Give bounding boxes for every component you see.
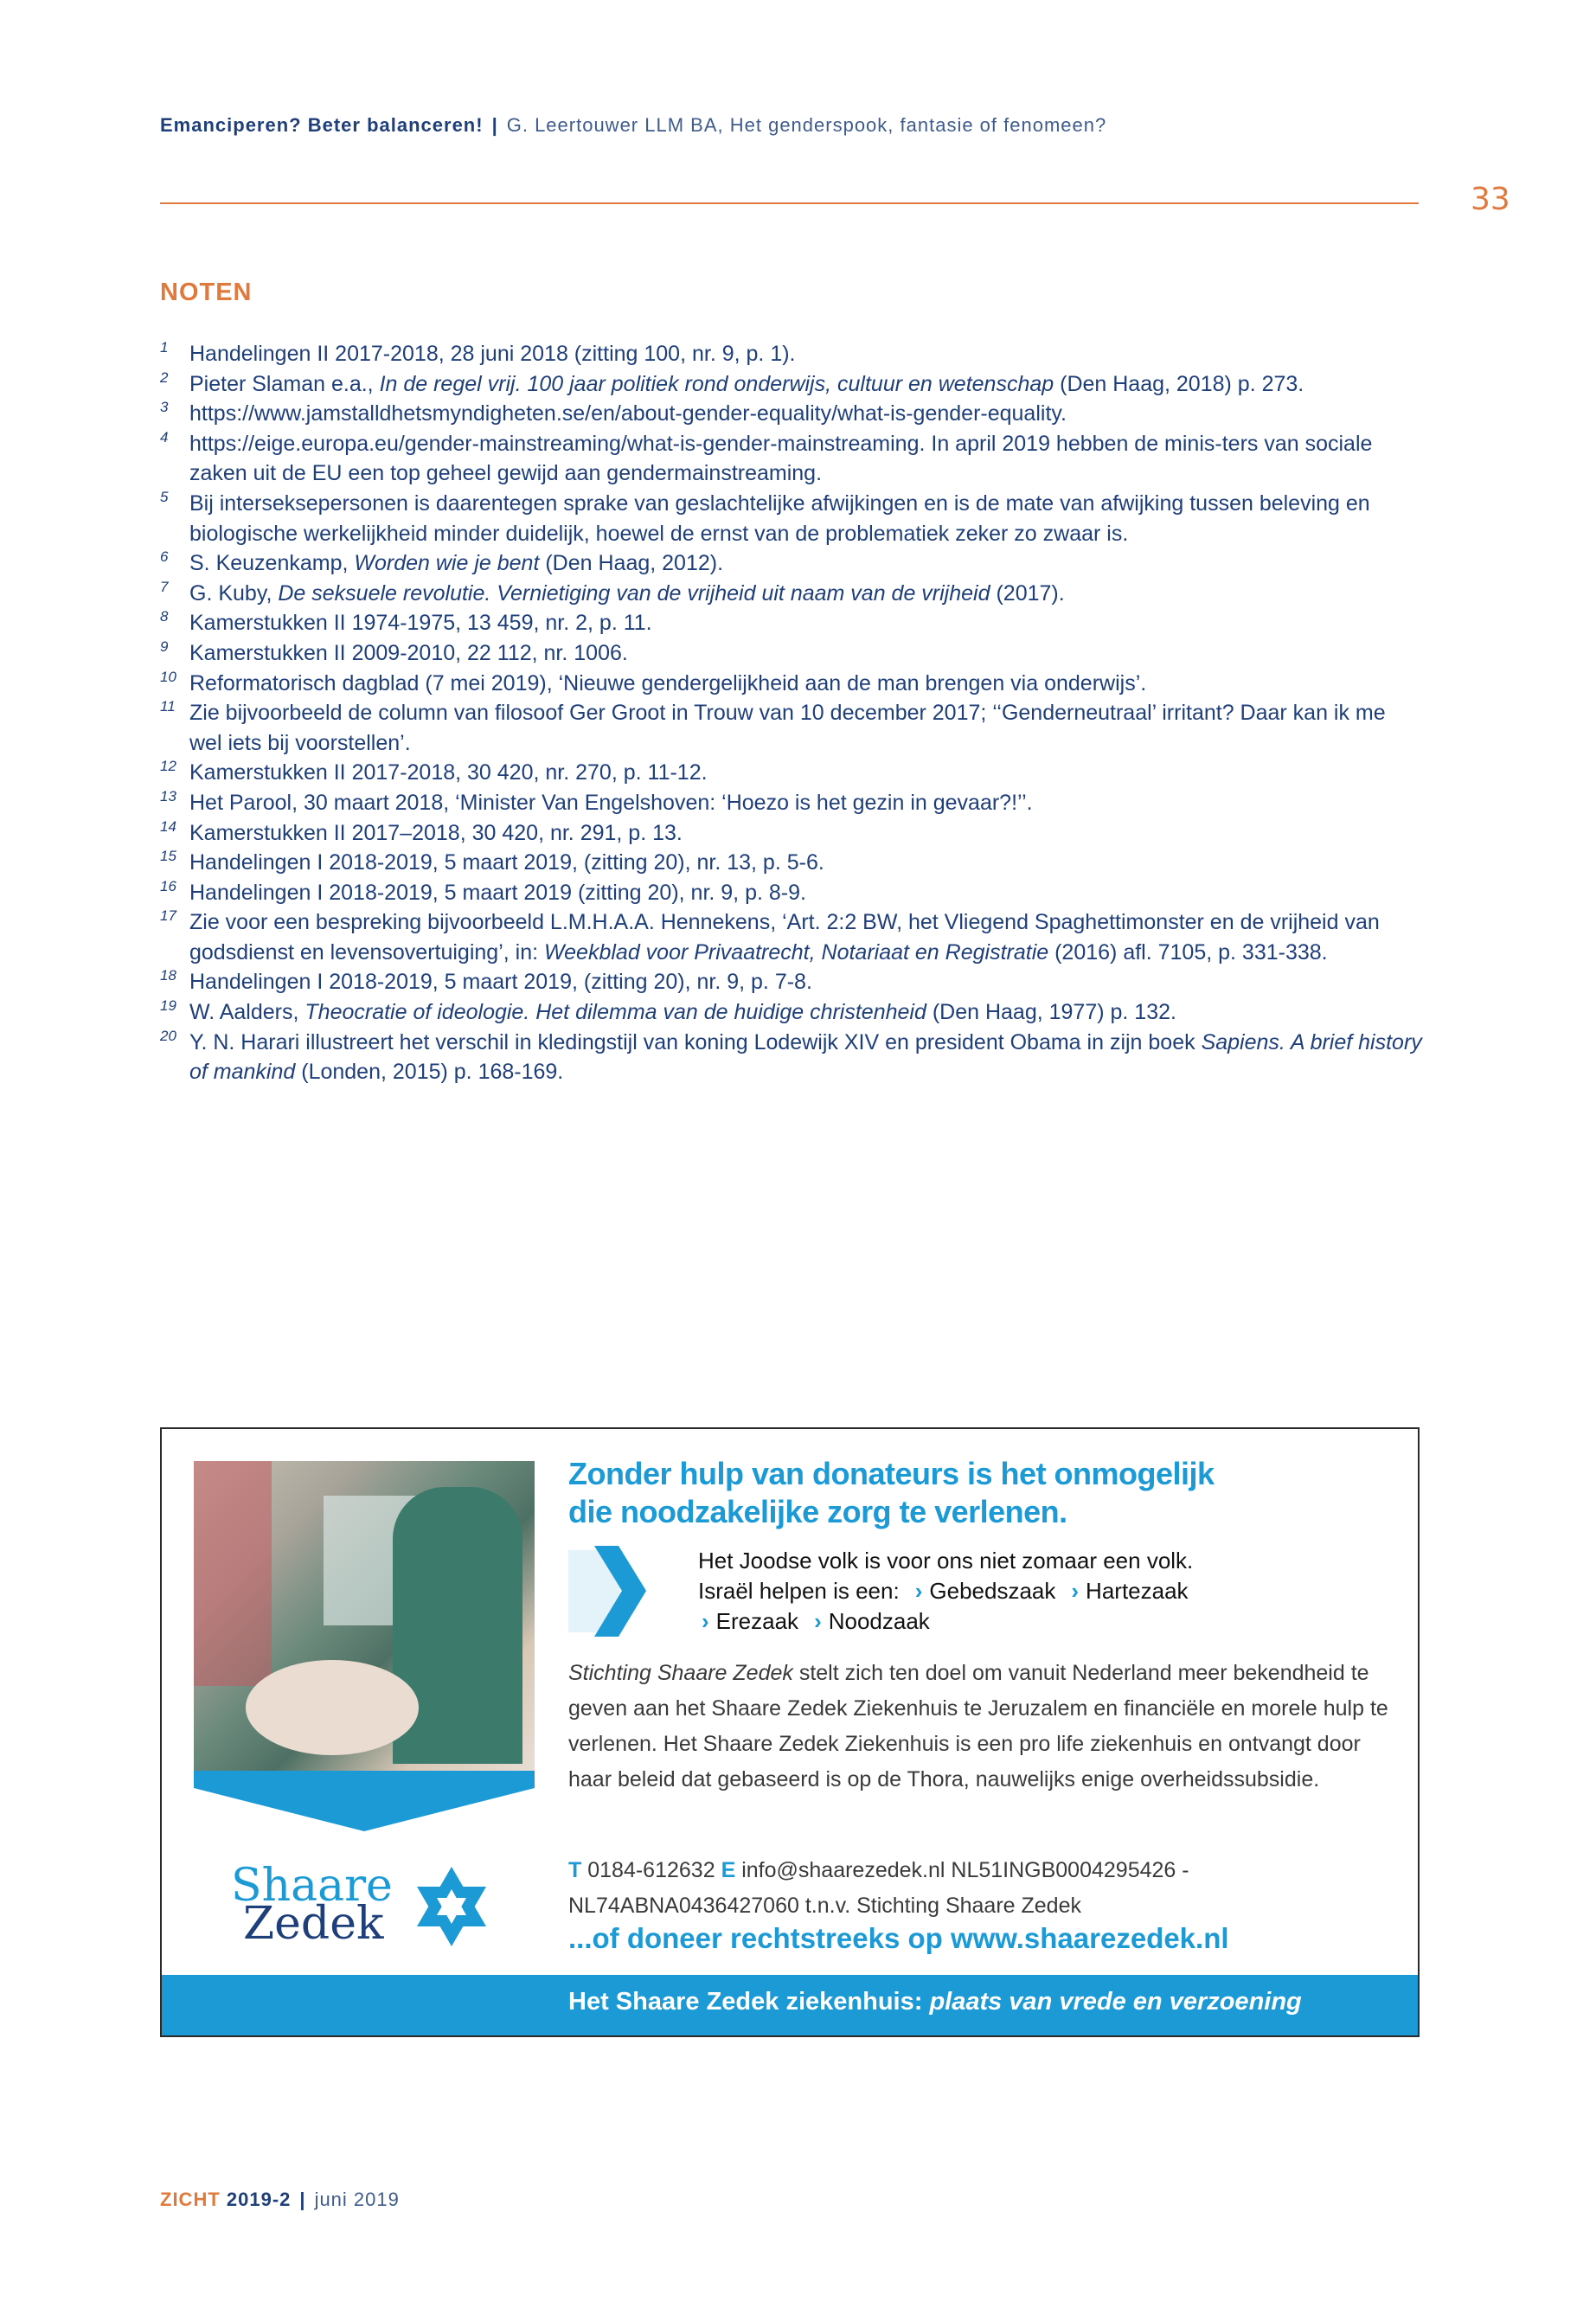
tagline-plain: Het Shaare Zedek ziekenhuis: bbox=[568, 1988, 930, 2016]
series-title: Emanciperen? Beter balanceren! bbox=[160, 114, 484, 136]
ad-tagline-band bbox=[162, 1975, 1418, 2035]
star-of-david-icon bbox=[408, 1863, 495, 1950]
ad-body-text bbox=[568, 1656, 1390, 1798]
advertisement bbox=[160, 1427, 1420, 2037]
pitch-line-2 bbox=[698, 1576, 1193, 1606]
chevron-down-icon bbox=[194, 1771, 535, 1831]
note-number: 2 bbox=[160, 369, 169, 386]
note-item bbox=[160, 967, 1423, 997]
page-number: 33 bbox=[1471, 182, 1510, 217]
note-number: 9 bbox=[160, 638, 169, 655]
note-text: Handelingen I 2018-2019, 5 maart 2019 (zitting 20), nr. 9, p. 8-9. bbox=[189, 880, 806, 905]
note-item bbox=[160, 489, 1423, 548]
note-number: 15 bbox=[160, 848, 176, 865]
note-text: Kamerstukken II 2017-2018, 30 420, nr. 270, p. 11-12. bbox=[189, 760, 708, 785]
hospital-photo bbox=[194, 1461, 535, 1771]
note-text-after: (Den Haag, 2012). bbox=[539, 551, 724, 576]
foundation-name: Stichting Shaare Zedek bbox=[568, 1661, 793, 1685]
note-text: https://eige.europa.eu/gender-mainstreaming/what-is-gender-mainstreaming. In april 2019 hebben de minis-ters van sociale zaken uit de EU een top geheel gewijd aan gendermainstreaming. bbox=[189, 431, 1373, 486]
note-item bbox=[160, 788, 1423, 818]
bullet-icon: › bbox=[702, 1608, 709, 1634]
note-item bbox=[160, 848, 1423, 878]
pitch-line-3 bbox=[698, 1606, 1193, 1637]
note-text: Kamerstukken II 2017–2018, 30 420, nr. 291, p. 13. bbox=[189, 820, 683, 845]
bullet-icon: › bbox=[1071, 1578, 1080, 1604]
note-item bbox=[160, 878, 1423, 908]
note-number: 14 bbox=[160, 817, 176, 835]
note-item bbox=[160, 1028, 1423, 1087]
note-item bbox=[160, 339, 1423, 369]
note-number: 7 bbox=[160, 578, 169, 595]
header-separator: | bbox=[491, 114, 498, 136]
note-number: 16 bbox=[160, 877, 176, 894]
note-title: Worden wie je bent bbox=[354, 551, 540, 576]
note-text: Y. N. Harari illustreert het verschil in kledingstijl van koning Lodewijk XIV en president Obama in zijn boek bbox=[189, 1029, 1202, 1054]
note-text: Kamerstukken II 1974-1975, 13 459, nr. 2, p. 11. bbox=[189, 611, 652, 636]
note-item bbox=[160, 399, 1423, 429]
note-number: 12 bbox=[160, 758, 176, 775]
tagline-italic: plaats van vrede en verzoening bbox=[929, 1988, 1302, 2016]
note-title: De seksuele revolutie. Vernietiging van de vrijheid uit naam van de vrijheid bbox=[278, 580, 990, 606]
note-item bbox=[160, 669, 1423, 699]
donate-link[interactable]: ...of doneer rechtstreeks op www.shaarezedek.nl bbox=[568, 1922, 1229, 1954]
note-number: 10 bbox=[160, 668, 176, 685]
note-text: Handelingen I 2018-2019, 5 maart 2019, (zitting 20), nr. 9, p. 7-8. bbox=[189, 970, 812, 995]
page-footer bbox=[160, 2189, 400, 2211]
note-text-after: (2016) afl. 7105, p. 331-338. bbox=[1048, 939, 1328, 965]
footer-separator: | bbox=[299, 2189, 306, 2210]
contact-email-bank: info@shaarezedek.nl NL51INGB0004295426 - NL74ABNA0436427060 t.n.v. Stichting Shaare Zedek bbox=[568, 1858, 1189, 1918]
note-text: https://www.jamstalldhetsmyndigheten.se/en/about-gender-equality/what-is-gender-equality. bbox=[189, 401, 1067, 426]
note-item bbox=[160, 758, 1423, 788]
notes-heading: NOTEN bbox=[160, 279, 253, 306]
note-item bbox=[160, 579, 1423, 609]
note-item bbox=[160, 429, 1423, 489]
note-text: Handelingen II 2017-2018, 28 juni 2018 (zitting 100, nr. 9, p. 1). bbox=[189, 342, 796, 366]
note-number: 4 bbox=[160, 428, 169, 445]
note-text: Reformatorisch dagblad (7 mei 2019), ‘Nieuwe gendergelijkheid aan de man brengen via onderwijs’. bbox=[189, 670, 1147, 695]
pitch-text bbox=[698, 1546, 1193, 1637]
foundation-description: stelt zich ten doel om vanuit Nederland meer bekendheid te geven aan het Shaare Zedek Ziekenhuis te Jeruzalem en financiële en morele hulp te verlenen. Het Shaare Zedek Ziekenhuis is een pro life ziekenhuis en ontvangt door haar beleid dat gebaseerd is op de Thora, nauwelijks enige overheidssubsidie. bbox=[568, 1661, 1388, 1791]
pitch-intro: Israël helpen is een: bbox=[698, 1578, 900, 1604]
note-title: Theocratie of ideologie. Het dilemma van de huidige christenheid bbox=[304, 1000, 926, 1025]
header-rule bbox=[160, 202, 1419, 204]
note-text: G. Kuby, bbox=[189, 580, 279, 606]
note-title: In de regel vrij. 100 jaar politiek rond onderwijs, cultuur en wetenschap bbox=[379, 371, 1054, 396]
cause-1: Gebedszaak bbox=[929, 1578, 1056, 1604]
article-reference: G. Leertouwer LLM BA, Het genderspook, fantasie of fenomeen? bbox=[506, 114, 1107, 136]
ad-contact-details bbox=[568, 1853, 1390, 1924]
ad-tagline bbox=[568, 1988, 1302, 2016]
note-title: Sapiens. A brief history of mankind bbox=[189, 1029, 1422, 1085]
note-item bbox=[160, 369, 1423, 400]
note-number: 3 bbox=[160, 399, 169, 416]
bullet-icon: › bbox=[814, 1608, 822, 1634]
ad-headline bbox=[568, 1455, 1215, 1531]
note-text: Het Parool, 30 maart 2018, ‘Minister Van Engelshoven: ‘Hoezo is het gezin in gevaar?!’’. bbox=[189, 790, 1033, 815]
shaare-zedek-logo bbox=[231, 1860, 508, 1958]
note-text-after: (Den Haag, 2018) p. 273. bbox=[1054, 371, 1304, 396]
logo-text-zedek: Zedek bbox=[243, 1898, 384, 1950]
notes-list bbox=[160, 339, 1423, 1087]
note-number: 13 bbox=[160, 787, 176, 804]
note-text-after: (Londen, 2015) p. 168-169. bbox=[295, 1060, 564, 1085]
issue-number: 2019-2 bbox=[226, 2189, 292, 2210]
note-item bbox=[160, 608, 1423, 638]
ad-headline-line-1: Zonder hulp van donateurs is het onmogelijk bbox=[568, 1456, 1215, 1491]
note-number: 5 bbox=[160, 488, 169, 505]
magazine-name: ZICHT bbox=[160, 2189, 221, 2210]
note-text: Zie voor een bespreking bijvoorbeeld L.M.H.A.A. Hennekens, ‘Art. 2:2 BW, het Vliegend Spaghettimonster en de vrijheid van godsdienst en levensovertuiging’, in: bbox=[189, 910, 1380, 965]
note-item bbox=[160, 818, 1423, 849]
issue-date: juni 2019 bbox=[314, 2189, 400, 2210]
note-number: 8 bbox=[160, 608, 169, 625]
note-number: 1 bbox=[160, 339, 169, 356]
phone-number: 0184-612632 bbox=[587, 1858, 715, 1882]
note-text: S. Keuzenkamp, bbox=[189, 551, 355, 576]
phone-label: T bbox=[568, 1858, 582, 1882]
logo-text-shaare: Shaare bbox=[231, 1860, 393, 1912]
note-number: 6 bbox=[160, 548, 169, 566]
note-number: 11 bbox=[160, 698, 176, 715]
note-number: 17 bbox=[160, 907, 176, 925]
note-item bbox=[160, 997, 1423, 1028]
arrow-right-icon bbox=[594, 1546, 646, 1637]
note-number: 19 bbox=[160, 997, 176, 1015]
note-text: Zie bijvoorbeeld de column van filosoof Ger Groot in Trouw van 10 december 2017; ‘‘Genderneutraal’ irritant? Daar kan ik me wel iets bij voorstellen’. bbox=[189, 701, 1386, 755]
note-number: 20 bbox=[160, 1027, 176, 1044]
cause-2: Hartezaak bbox=[1086, 1578, 1189, 1604]
note-text: Bij interseksepersonen is daarentegen sprake van geslachtelijke afwijkingen en is de mate van afwijking tussen beleving en biologische werkelijkheid minder duidelijk, hoewel de ernst van de problematiek zeker zo zwaar is. bbox=[189, 490, 1370, 546]
note-text: Handelingen I 2018-2019, 5 maart 2019, (zitting 20), nr. 13, p. 5-6. bbox=[189, 850, 824, 875]
note-item bbox=[160, 638, 1423, 669]
note-item bbox=[160, 907, 1423, 967]
note-text-after: (Den Haag, 1977) p. 132. bbox=[926, 1000, 1176, 1025]
note-text-after: (2017). bbox=[990, 580, 1065, 606]
note-item bbox=[160, 548, 1423, 579]
running-header bbox=[160, 114, 1106, 137]
pitch-line-1: Het Joodse volk is voor ons niet zomaar een volk. bbox=[698, 1548, 1194, 1574]
email-label: E bbox=[721, 1858, 736, 1882]
note-number: 18 bbox=[160, 967, 176, 984]
ad-pitch bbox=[568, 1546, 1194, 1637]
note-text: Pieter Slaman e.a., bbox=[189, 371, 380, 396]
bullet-icon: › bbox=[914, 1578, 923, 1604]
note-text: W. Aalders, bbox=[189, 1000, 305, 1025]
note-text: Kamerstukken II 2009-2010, 22 112, nr. 1006. bbox=[189, 640, 628, 665]
note-title: Weekblad voor Privaatrecht, Notariaat en Registratie bbox=[544, 939, 1049, 965]
note-item bbox=[160, 698, 1423, 758]
ad-headline-line-2: die noodzakelijke zorg te verlenen. bbox=[568, 1494, 1067, 1529]
cause-3: Erezaak bbox=[715, 1608, 799, 1634]
cause-4: Noodzaak bbox=[828, 1608, 930, 1634]
